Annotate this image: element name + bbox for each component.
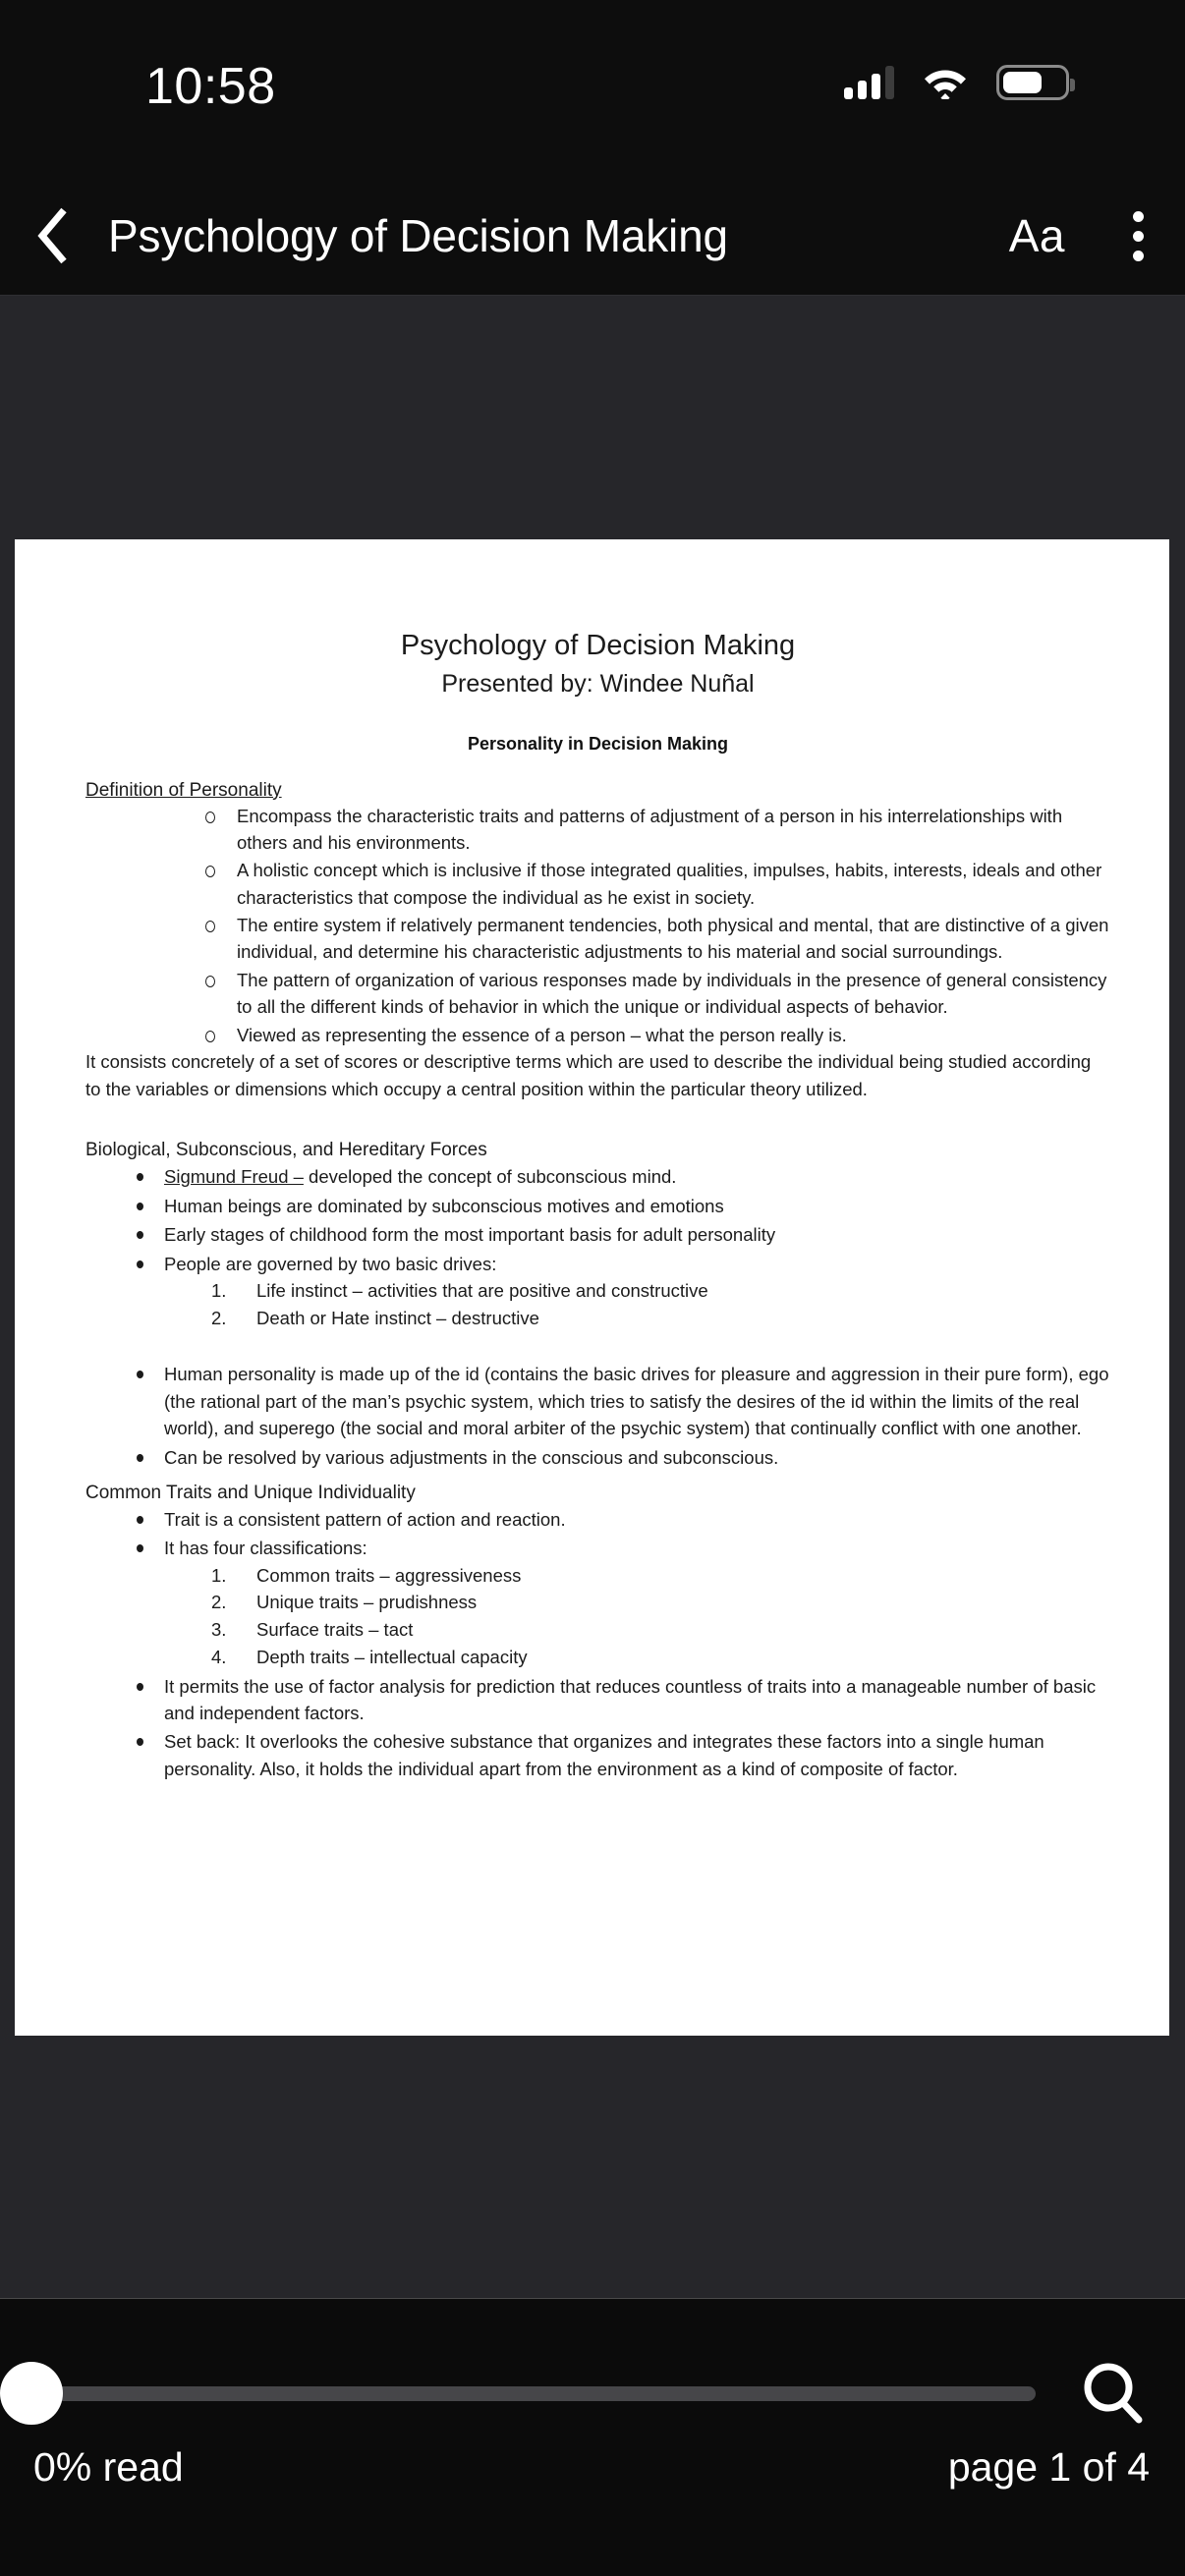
definition-list xyxy=(85,803,1110,1048)
list-item xyxy=(129,1163,1110,1190)
document-subtitle: Presented by: Windee Nuñal xyxy=(441,670,755,699)
list-item: A holistic concept which is inclusive if those integrated qualities, impulses, habits, interests, ideals and other characteristics that compose the individual as he exist in society. xyxy=(198,857,1110,911)
list-item: Trait is a consistent pattern of action and reaction. xyxy=(129,1506,1110,1533)
list-item: 2. Unique traits – prudishness xyxy=(211,1592,478,1613)
list-item: Viewed as representing the essence of a person – what the person really is. xyxy=(198,1022,1110,1048)
page-indicator-label: page 1 of 4 xyxy=(947,2444,1150,2490)
definition-closing-paragraph: It consists concretely of a set of scores or descriptive terms which are used to describe the individual being studied according to the variables or dimensions which occupy a central position within the particular theory utilized. xyxy=(85,1050,1092,1099)
list-item: Human personality is made up of the id (contains the basic drives for pleasure and aggression in their pure form), ego (the rational part of the man’s psychic system, which tries to satisfy the desires of the id within the limits of the real world), and superego (the social and moral arbiter of the psychic system) that continually conflict with one another. xyxy=(129,1361,1110,1441)
list-item-text: Death or Hate instinct – destructive xyxy=(256,1307,539,1328)
list-item-text: Depth traits – intellectual capacity xyxy=(256,1646,528,1667)
navigation-bar xyxy=(0,177,1185,296)
list-item: Early stages of childhood form the most important basis for adult personality xyxy=(129,1221,1110,1248)
trait-classifications-list xyxy=(85,1562,1110,1671)
list-item: The pattern of organization of various responses made by individuals in the presence of general consistency to all the different kinds of behavior in which the unique or individual aspects of behavior. xyxy=(198,967,1110,1021)
heading-biological-forces: Biological, Subconscious, and Hereditary Forces xyxy=(85,1140,487,1161)
common-traits-list-continued xyxy=(85,1673,1110,1783)
progress-slider[interactable] xyxy=(22,2386,1036,2401)
list-item: 1. Common traits – aggressiveness xyxy=(211,1564,522,1586)
list-item: 1. Life instinct – activities that are positive and constructive xyxy=(211,1279,708,1301)
reader-bottom-bar xyxy=(0,2298,1185,2576)
kebab-menu-icon[interactable] xyxy=(1091,177,1185,295)
list-item-text: Life instinct – activities that are positive and constructive xyxy=(256,1279,708,1301)
list-item: Set back: It overlooks the cohesive substance that organizes and integrates these factors into a single human personality. Also, it holds the individual apart from the environment as a kind of composite of factor. xyxy=(129,1728,1110,1782)
list-item: 2. Death or Hate instinct – destructive xyxy=(211,1307,539,1328)
search-button[interactable] xyxy=(1071,2351,1156,2436)
list-item: 4. Depth traits – intellectual capacity xyxy=(211,1646,528,1667)
page-title: Psychology of Decision Making xyxy=(108,210,728,261)
list-item: Can be resolved by various adjustments in the conscious and subconscious. xyxy=(129,1444,1110,1471)
progress-label: 0% read xyxy=(33,2444,184,2490)
list-item: It has four classifications: xyxy=(129,1535,1110,1561)
chevron-left-icon xyxy=(34,204,74,267)
status-bar-icons xyxy=(844,65,1069,100)
list-item: People are governed by two basic drives: xyxy=(129,1251,1110,1277)
heading-definition-of-personality: Definition of Personality xyxy=(85,779,282,801)
list-item: Human beings are dominated by subconscious motives and emotions xyxy=(129,1193,1110,1219)
search-icon xyxy=(1078,2358,1149,2429)
list-item: 3. Surface traits – tact xyxy=(211,1619,414,1641)
list-item-text: Surface traits – tact xyxy=(256,1619,414,1641)
freud-rest: developed the concept of subconscious mind. xyxy=(303,1166,677,1188)
list-item: Encompass the characteristic traits and patterns of adjustment of a person in his interrelationships with others and his environments. xyxy=(198,803,1110,857)
cellular-signal-icon xyxy=(844,66,894,99)
reader-canvas[interactable] xyxy=(0,296,1185,2298)
biological-forces-list-continued xyxy=(85,1361,1110,1471)
back-button[interactable] xyxy=(0,177,108,295)
document-title: Psychology of Decision Making xyxy=(400,630,796,661)
list-item-text: Common traits – aggressiveness xyxy=(256,1564,522,1586)
biological-forces-list xyxy=(85,1163,1110,1277)
font-size-button[interactable]: Aa xyxy=(1008,210,1065,261)
wifi-icon xyxy=(924,66,967,99)
list-item-text: Unique traits – prudishness xyxy=(256,1592,478,1613)
progress-slider-row xyxy=(0,2354,1185,2433)
progress-slider-knob[interactable] xyxy=(0,2362,63,2425)
freud-label: Sigmund Freud – xyxy=(164,1166,304,1188)
status-bar xyxy=(0,0,1185,177)
status-bar-clock: 10:58 xyxy=(145,58,276,115)
list-item: The entire system if relatively permanent tendencies, both physical and mental, that are distinctive of a given individual, and determine his characteristic adjustments to his material and social surroundings. xyxy=(198,912,1110,966)
basic-drives-list xyxy=(85,1277,1110,1332)
reader-status-labels xyxy=(0,2444,1185,2491)
heading-common-traits: Common Traits and Unique Individuality xyxy=(85,1482,416,1503)
document-page[interactable] xyxy=(15,539,1169,2036)
list-item: It permits the use of factor analysis for prediction that reduces countless of traits into a manageable number of basic and independent factors. xyxy=(129,1673,1110,1727)
battery-icon xyxy=(996,65,1069,100)
common-traits-list xyxy=(85,1506,1110,1562)
document-section-heading: Personality in Decision Making xyxy=(467,733,729,754)
